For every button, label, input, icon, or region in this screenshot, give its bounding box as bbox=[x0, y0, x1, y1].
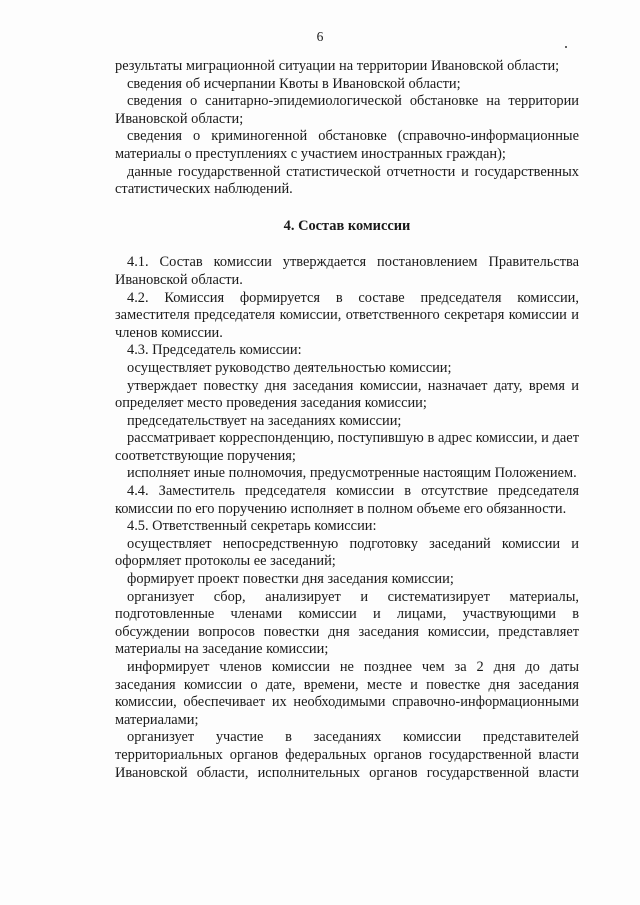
paragraph-chair-duty-4: рассматривает корреспонденцию, поступившую в адрес комиссии, и дает соответствующие поручения; bbox=[115, 430, 579, 464]
paragraph-4-3: 4.3. Председатель комиссии: bbox=[127, 342, 302, 359]
scan-speck bbox=[565, 46, 567, 48]
paragraph-secretary-duty-1: осуществляет непосредственную подготовку заседаний комиссии и оформляет протоколы ее заседаний; bbox=[115, 535, 579, 570]
paragraph-secretary-duty-4: информирует членов комиссии не позднее чем за 2 дня до даты заседания комиссии о дате, времени, месте и повестке дня заседания комиссии, обеспечивает их необходимыми справочно-информационными материалами; bbox=[115, 659, 579, 728]
page-number: 6 bbox=[316, 29, 324, 44]
paragraph-secretary-duty-2: формирует проект повестки дня заседания комиссии; bbox=[127, 571, 454, 588]
paragraph-chair-duty-2: утверждает повестку дня заседания комиссии, назначает дату, время и определяет место проведения заседания комиссии; bbox=[115, 377, 579, 412]
paragraph-secretary-duty-3: организует сбор, анализирует и систематизирует материалы, подготовленные членами комиссии и лицами, участвующими в обсуждении вопросов повестки дня заседания комиссии, представляет материалы на заседание комиссии; bbox=[115, 588, 579, 658]
paragraph-quota-exhaustion: сведения об исчерпании Квоты в Ивановской области; bbox=[127, 75, 461, 92]
paragraph-4-5: 4.5. Ответственный секретарь комиссии: bbox=[127, 518, 377, 535]
section-heading: 4. Состав комиссии bbox=[283, 217, 411, 234]
paragraph-migration-results: результаты миграционной ситуации на территории Ивановской области; bbox=[115, 58, 560, 74]
paragraph-crime-situation: сведения о криминогенной обстановке (справочно-информационные материалы о преступлениях с участием иностранных граждан); bbox=[115, 128, 579, 162]
document-body bbox=[115, 58, 579, 782]
paragraph-4-4: 4.4. Заместитель председателя комиссии в отсутствие председателя комиссии по его поручению исполняет в полном объеме его обязанности. bbox=[115, 483, 579, 517]
paragraph-chair-duty-3: председательствует на заседаниях комиссии; bbox=[127, 412, 402, 429]
paragraph-4-1: 4.1. Состав комиссии утверждается постановлением Правительства Ивановской области. bbox=[115, 254, 579, 288]
paragraph-sanitary-situation: сведения о санитарно-эпидемиологической обстановке на территории Ивановской области; bbox=[115, 93, 579, 127]
paragraph-4-2: 4.2. Комиссия формируется в составе председателя комиссии, заместителя председателя комиссии, ответственного секретаря комиссии и членов комиссии. bbox=[115, 289, 579, 341]
paragraph-chair-duty-1: осуществляет руководство деятельностью комиссии; bbox=[127, 359, 452, 376]
paragraph-secretary-duty-5: организует участие в заседаниях комиссии представителей территориальных органов федеральных органов государственной власти Ивановской области, исполнительных органов государственной власти bbox=[115, 729, 579, 781]
paragraph-chair-duty-5: исполняет иные полномочия, предусмотренные настоящим Положением. bbox=[127, 465, 577, 482]
paragraph-statistics: данные государственной статистической отчетности и государственных статистических наблюдений. bbox=[115, 163, 579, 198]
